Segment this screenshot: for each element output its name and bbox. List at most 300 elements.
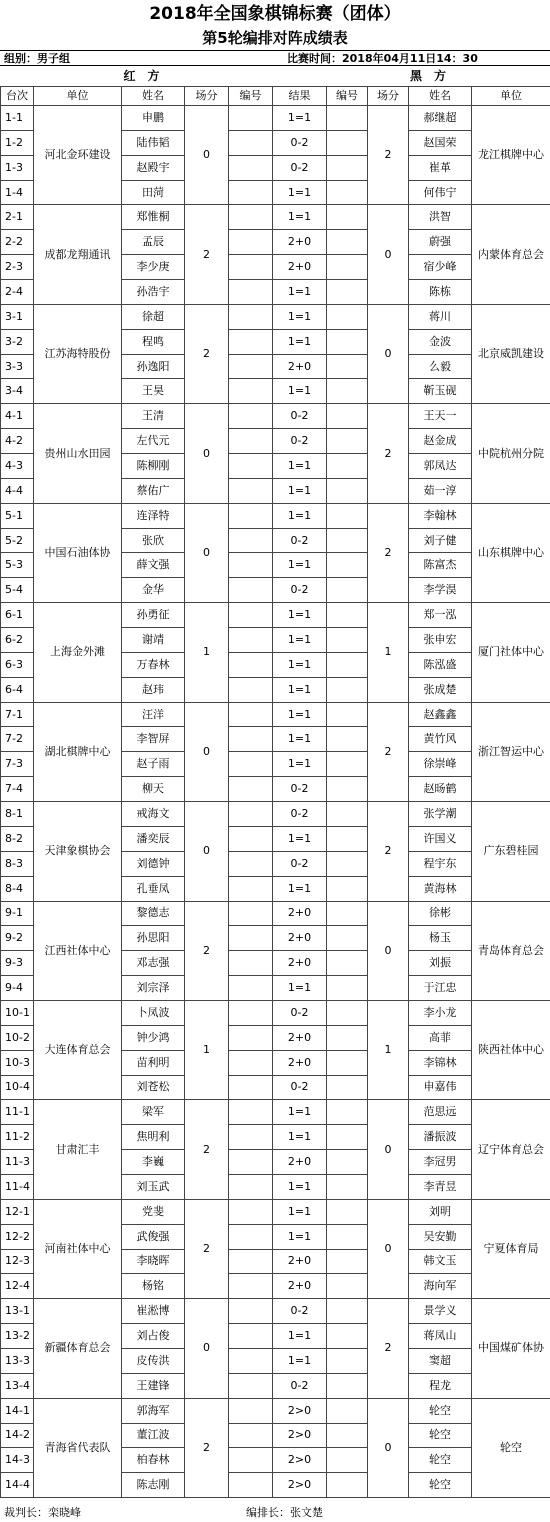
red-player: 苗利明 — [122, 1050, 185, 1075]
board-result: 1=1 — [273, 976, 327, 1001]
red-player: 刘占俊 — [122, 1324, 185, 1349]
red-unit: 江苏海特股份 — [34, 304, 122, 403]
black-player: 窦超 — [409, 1348, 472, 1373]
black-player: 于江忠 — [409, 976, 472, 1001]
black-seed-number — [327, 851, 368, 876]
red-player: 赵殿宇 — [122, 155, 185, 180]
black-player: 轮空 — [409, 1473, 472, 1498]
black-seed-number — [327, 1100, 368, 1125]
red-player: 柳天 — [122, 777, 185, 802]
black-seed-number — [327, 702, 368, 727]
red-match-score: 2 — [185, 1100, 229, 1199]
black-seed-number — [327, 1423, 368, 1448]
board-result: 1=1 — [273, 1224, 327, 1249]
table-row — [1, 106, 550, 131]
board-result: 1=1 — [273, 1199, 327, 1224]
board-result: 1=1 — [273, 727, 327, 752]
black-player: 张学潮 — [409, 802, 472, 827]
red-seed-number — [229, 826, 273, 851]
red-seed-number — [229, 1075, 273, 1100]
red-match-score: 0 — [185, 106, 229, 205]
red-seed-number — [229, 1423, 273, 1448]
black-player: 徐崇峰 — [409, 752, 472, 777]
board-number: 3-2 — [1, 329, 34, 354]
red-player: 王清 — [122, 404, 185, 429]
red-seed-number — [229, 727, 273, 752]
red-seed-number — [229, 503, 273, 528]
red-seed-number — [229, 1373, 273, 1398]
header-cell: 场分 — [185, 87, 229, 106]
board-number: 3-3 — [1, 354, 34, 379]
black-seed-number — [327, 528, 368, 553]
red-player: 万春林 — [122, 652, 185, 677]
black-player: 金波 — [409, 329, 472, 354]
black-player: 刘子健 — [409, 528, 472, 553]
table-row — [1, 304, 550, 329]
header-cell: 台次 — [1, 87, 34, 106]
red-player: 戒海文 — [122, 802, 185, 827]
board-number: 3-4 — [1, 379, 34, 404]
red-seed-number — [229, 1398, 273, 1423]
red-seed-number — [229, 180, 273, 205]
black-seed-number — [327, 1224, 368, 1249]
black-seed-number — [327, 901, 368, 926]
board-number: 1-2 — [1, 130, 34, 155]
red-seed-number — [229, 926, 273, 951]
black-side-label: 黑 方 — [409, 69, 446, 83]
red-player: 刘玉武 — [122, 1174, 185, 1199]
match-time-label: 比赛时间：2018年04月11日14：30 — [287, 52, 478, 65]
black-player: 韩文玉 — [409, 1249, 472, 1274]
board-number: 14-2 — [1, 1423, 34, 1448]
red-seed-number — [229, 652, 273, 677]
black-seed-number — [327, 1348, 368, 1373]
red-seed-number — [229, 578, 273, 603]
black-unit: 山东棋牌中心 — [472, 503, 550, 602]
black-player: 李小龙 — [409, 1000, 472, 1025]
red-seed-number — [229, 777, 273, 802]
red-match-score: 2 — [185, 304, 229, 403]
black-player: 陈栋 — [409, 280, 472, 305]
red-seed-number — [229, 230, 273, 255]
board-result: 0-2 — [273, 1075, 327, 1100]
red-match-score: 2 — [185, 901, 229, 1000]
table-row — [1, 1100, 550, 1125]
board-result: 1=1 — [273, 1348, 327, 1373]
header-cell: 结果 — [273, 87, 327, 106]
board-number: 2-1 — [1, 205, 34, 230]
black-match-score: 2 — [368, 404, 409, 503]
table-row — [1, 802, 550, 827]
info-bar — [0, 50, 550, 66]
black-player: 程龙 — [409, 1373, 472, 1398]
red-player: 孙勇征 — [122, 603, 185, 628]
black-seed-number — [327, 926, 368, 951]
table-row — [1, 702, 550, 727]
board-number: 11-4 — [1, 1174, 34, 1199]
black-player: 程宇东 — [409, 851, 472, 876]
red-seed-number — [229, 255, 273, 280]
red-match-score: 0 — [185, 1299, 229, 1398]
board-result: 1=1 — [273, 876, 327, 901]
board-number: 13-2 — [1, 1324, 34, 1349]
board-number: 7-1 — [1, 702, 34, 727]
red-unit: 河北金环建设 — [34, 106, 122, 205]
black-player: 张成楚 — [409, 677, 472, 702]
board-number: 10-2 — [1, 1025, 34, 1050]
red-player: 党斐 — [122, 1199, 185, 1224]
red-seed-number — [229, 1125, 273, 1150]
side-headers — [0, 66, 550, 86]
black-player: 郝继超 — [409, 106, 472, 131]
black-player: 张申宏 — [409, 628, 472, 653]
red-seed-number — [229, 1224, 273, 1249]
board-number: 10-3 — [1, 1050, 34, 1075]
board-number: 13-1 — [1, 1299, 34, 1324]
red-seed-number — [229, 1274, 273, 1299]
red-match-score: 0 — [185, 503, 229, 602]
black-player: 赵国荣 — [409, 130, 472, 155]
red-seed-number — [229, 628, 273, 653]
red-player: 邓志强 — [122, 951, 185, 976]
board-result: 0-2 — [273, 1000, 327, 1025]
black-match-score: 0 — [368, 1100, 409, 1199]
red-seed-number — [229, 304, 273, 329]
black-match-score: 0 — [368, 1199, 409, 1298]
red-seed-number — [229, 429, 273, 454]
red-match-score: 2 — [185, 205, 229, 304]
red-player: 程鸣 — [122, 329, 185, 354]
black-seed-number — [327, 1324, 368, 1349]
red-player: 梁军 — [122, 1100, 185, 1125]
board-result: 2>0 — [273, 1423, 327, 1448]
table-row — [1, 1299, 550, 1324]
red-seed-number — [229, 280, 273, 305]
red-player: 蔡佑广 — [122, 478, 185, 503]
red-player: 孙思阳 — [122, 926, 185, 951]
red-player: 柏春林 — [122, 1448, 185, 1473]
black-seed-number — [327, 1299, 368, 1324]
footer — [0, 1504, 550, 1522]
black-seed-number — [327, 976, 368, 1001]
red-seed-number — [229, 379, 273, 404]
red-player: 潘奕辰 — [122, 826, 185, 851]
red-player: 孟辰 — [122, 230, 185, 255]
board-number: 12-4 — [1, 1274, 34, 1299]
black-seed-number — [327, 652, 368, 677]
board-result: 1=1 — [273, 677, 327, 702]
board-result: 1=1 — [273, 702, 327, 727]
board-number: 6-2 — [1, 628, 34, 653]
black-seed-number — [327, 826, 368, 851]
board-number: 1-3 — [1, 155, 34, 180]
black-unit: 厦门社体中心 — [472, 603, 550, 702]
red-player: 李晓晖 — [122, 1249, 185, 1274]
header-cell: 编号 — [229, 87, 273, 106]
page-title: 2018年全国象棋锦标赛（团体） — [149, 4, 401, 24]
board-number: 12-1 — [1, 1199, 34, 1224]
board-result: 1=1 — [273, 205, 327, 230]
board-result: 1=1 — [273, 1174, 327, 1199]
red-unit: 天津象棋协会 — [34, 802, 122, 901]
red-match-score: 0 — [185, 802, 229, 901]
red-player: 刘宗泽 — [122, 976, 185, 1001]
black-player: 海向军 — [409, 1274, 472, 1299]
board-number: 3-1 — [1, 304, 34, 329]
board-result: 1=1 — [273, 752, 327, 777]
red-seed-number — [229, 1348, 273, 1373]
black-player: 蒋凤山 — [409, 1324, 472, 1349]
black-unit: 龙江棋牌中心 — [472, 106, 550, 205]
black-unit: 轮空 — [472, 1398, 550, 1497]
black-player: 蒋川 — [409, 304, 472, 329]
red-unit: 甘肃汇丰 — [34, 1100, 122, 1199]
black-player: 李学淏 — [409, 578, 472, 603]
black-player: 崔革 — [409, 155, 472, 180]
board-number: 14-4 — [1, 1473, 34, 1498]
black-player: 茹一淳 — [409, 478, 472, 503]
black-seed-number — [327, 429, 368, 454]
red-player: 崔淞博 — [122, 1299, 185, 1324]
board-number: 2-2 — [1, 230, 34, 255]
black-unit: 内蒙体育总会 — [472, 205, 550, 304]
board-number: 11-3 — [1, 1150, 34, 1175]
red-seed-number — [229, 155, 273, 180]
black-seed-number — [327, 1075, 368, 1100]
board-number: 2-4 — [1, 280, 34, 305]
red-match-score: 1 — [185, 603, 229, 702]
red-player: 王昊 — [122, 379, 185, 404]
black-seed-number — [327, 1473, 368, 1498]
red-seed-number — [229, 329, 273, 354]
black-seed-number — [327, 503, 368, 528]
black-seed-number — [327, 677, 368, 702]
red-player: 李巍 — [122, 1150, 185, 1175]
red-match-score: 2 — [185, 1199, 229, 1298]
red-player: 焦明利 — [122, 1125, 185, 1150]
black-seed-number — [327, 454, 368, 479]
board-number: 5-4 — [1, 578, 34, 603]
red-seed-number — [229, 802, 273, 827]
header-cell: 姓名 — [409, 87, 472, 106]
black-player: 么毅 — [409, 354, 472, 379]
black-player: 宿少峰 — [409, 255, 472, 280]
black-player: 景学义 — [409, 1299, 472, 1324]
board-number: 6-1 — [1, 603, 34, 628]
black-unit: 辽宁体育总会 — [472, 1100, 550, 1199]
black-seed-number — [327, 280, 368, 305]
board-result: 1=1 — [273, 503, 327, 528]
board-number: 8-4 — [1, 876, 34, 901]
table-row — [1, 205, 550, 230]
black-match-score: 1 — [368, 1000, 409, 1099]
board-result: 2+0 — [273, 1050, 327, 1075]
board-number: 12-2 — [1, 1224, 34, 1249]
black-player: 刘明 — [409, 1199, 472, 1224]
red-seed-number — [229, 1299, 273, 1324]
red-seed-number — [229, 603, 273, 628]
black-unit: 中国煤矿体协 — [472, 1299, 550, 1398]
black-unit: 广东碧桂园 — [472, 802, 550, 901]
board-result: 1=1 — [273, 826, 327, 851]
red-seed-number — [229, 677, 273, 702]
red-seed-number — [229, 106, 273, 131]
black-seed-number — [327, 1199, 368, 1224]
red-unit: 湖北棋牌中心 — [34, 702, 122, 801]
black-seed-number — [327, 1373, 368, 1398]
red-match-score: 1 — [185, 1000, 229, 1099]
black-player: 徐彬 — [409, 901, 472, 926]
results-table — [0, 86, 550, 1498]
header-cell: 编号 — [327, 87, 368, 106]
red-player: 钟少鸿 — [122, 1025, 185, 1050]
black-seed-number — [327, 1174, 368, 1199]
red-seed-number — [229, 1473, 273, 1498]
red-player: 李智屏 — [122, 727, 185, 752]
black-match-score: 0 — [368, 901, 409, 1000]
red-seed-number — [229, 1050, 273, 1075]
red-player: 董江波 — [122, 1423, 185, 1448]
red-player: 郑惟桐 — [122, 205, 185, 230]
referee-label: 裁判长：栾晓峰 — [4, 1506, 81, 1519]
red-seed-number — [229, 354, 273, 379]
board-result: 0-2 — [273, 429, 327, 454]
red-player: 李少庚 — [122, 255, 185, 280]
board-result: 2>0 — [273, 1473, 327, 1498]
header-row — [1, 87, 550, 106]
black-seed-number — [327, 255, 368, 280]
red-side-label: 红 方 — [123, 69, 160, 83]
red-player: 陆伟韬 — [122, 130, 185, 155]
black-player: 靳玉砚 — [409, 379, 472, 404]
red-seed-number — [229, 1448, 273, 1473]
table-row — [1, 1398, 550, 1423]
red-unit: 成都龙翔通讯 — [34, 205, 122, 304]
black-unit: 中院杭州分院 — [472, 404, 550, 503]
board-number: 13-4 — [1, 1373, 34, 1398]
black-player: 轮空 — [409, 1398, 472, 1423]
black-seed-number — [327, 628, 368, 653]
red-seed-number — [229, 1025, 273, 1050]
black-seed-number — [327, 752, 368, 777]
black-player: 何伟宁 — [409, 180, 472, 205]
red-player: 左代元 — [122, 429, 185, 454]
red-player: 刘德钟 — [122, 851, 185, 876]
black-match-score: 1 — [368, 603, 409, 702]
black-seed-number — [327, 802, 368, 827]
red-match-score: 0 — [185, 404, 229, 503]
board-result: 1=1 — [273, 379, 327, 404]
red-player: 赵子雨 — [122, 752, 185, 777]
red-seed-number — [229, 528, 273, 553]
board-result: 0-2 — [273, 578, 327, 603]
black-unit: 浙江智运中心 — [472, 702, 550, 801]
red-player: 孔垂凤 — [122, 876, 185, 901]
black-seed-number — [327, 1050, 368, 1075]
board-result: 1=1 — [273, 106, 327, 131]
black-player: 黄竹风 — [409, 727, 472, 752]
board-result: 1=1 — [273, 304, 327, 329]
black-player: 蔚强 — [409, 230, 472, 255]
red-seed-number — [229, 1000, 273, 1025]
table-row — [1, 603, 550, 628]
black-match-score: 0 — [368, 304, 409, 403]
red-seed-number — [229, 1199, 273, 1224]
board-result: 1=1 — [273, 180, 327, 205]
board-result: 0-2 — [273, 528, 327, 553]
black-player: 赵鑫鑫 — [409, 702, 472, 727]
board-number: 9-3 — [1, 951, 34, 976]
board-number: 4-3 — [1, 454, 34, 479]
board-number: 9-2 — [1, 926, 34, 951]
red-player: 谢靖 — [122, 628, 185, 653]
board-result: 0-2 — [273, 130, 327, 155]
board-number: 7-2 — [1, 727, 34, 752]
black-player: 刘振 — [409, 951, 472, 976]
red-unit: 大连体育总会 — [34, 1000, 122, 1099]
black-seed-number — [327, 951, 368, 976]
red-seed-number — [229, 1100, 273, 1125]
board-result: 1=1 — [273, 652, 327, 677]
board-result: 1=1 — [273, 478, 327, 503]
board-result: 1=1 — [273, 280, 327, 305]
board-result: 2+0 — [273, 1150, 327, 1175]
header-cell: 单位 — [472, 87, 550, 106]
table-row — [1, 503, 550, 528]
board-number: 1-4 — [1, 180, 34, 205]
board-number: 14-1 — [1, 1398, 34, 1423]
black-player: 李青昱 — [409, 1174, 472, 1199]
black-match-score: 2 — [368, 702, 409, 801]
black-seed-number — [327, 404, 368, 429]
board-result: 2+0 — [273, 1274, 327, 1299]
red-unit: 上海金外滩 — [34, 603, 122, 702]
black-match-score: 0 — [368, 1398, 409, 1497]
black-seed-number — [327, 230, 368, 255]
red-seed-number — [229, 851, 273, 876]
board-result: 1=1 — [273, 553, 327, 578]
red-unit: 贵州山水田园 — [34, 404, 122, 503]
board-result: 2+0 — [273, 926, 327, 951]
board-number: 10-4 — [1, 1075, 34, 1100]
board-result: 2+0 — [273, 1025, 327, 1050]
board-result: 0-2 — [273, 1373, 327, 1398]
red-player: 郭海军 — [122, 1398, 185, 1423]
black-seed-number — [327, 155, 368, 180]
red-player: 张欣 — [122, 528, 185, 553]
red-seed-number — [229, 702, 273, 727]
red-unit: 河南社体中心 — [34, 1199, 122, 1298]
board-result: 2>0 — [273, 1398, 327, 1423]
table-row — [1, 1000, 550, 1025]
red-player: 黎德志 — [122, 901, 185, 926]
red-unit: 江西社体中心 — [34, 901, 122, 1000]
board-number: 9-4 — [1, 976, 34, 1001]
black-seed-number — [327, 1125, 368, 1150]
red-seed-number — [229, 1324, 273, 1349]
red-player: 汪洋 — [122, 702, 185, 727]
board-result: 0-2 — [273, 777, 327, 802]
board-number: 5-2 — [1, 528, 34, 553]
board-number: 2-3 — [1, 255, 34, 280]
board-number: 8-2 — [1, 826, 34, 851]
black-seed-number — [327, 876, 368, 901]
board-number: 4-2 — [1, 429, 34, 454]
board-number: 9-1 — [1, 901, 34, 926]
red-player: 徐超 — [122, 304, 185, 329]
black-player: 李冠男 — [409, 1150, 472, 1175]
board-number: 4-1 — [1, 404, 34, 429]
